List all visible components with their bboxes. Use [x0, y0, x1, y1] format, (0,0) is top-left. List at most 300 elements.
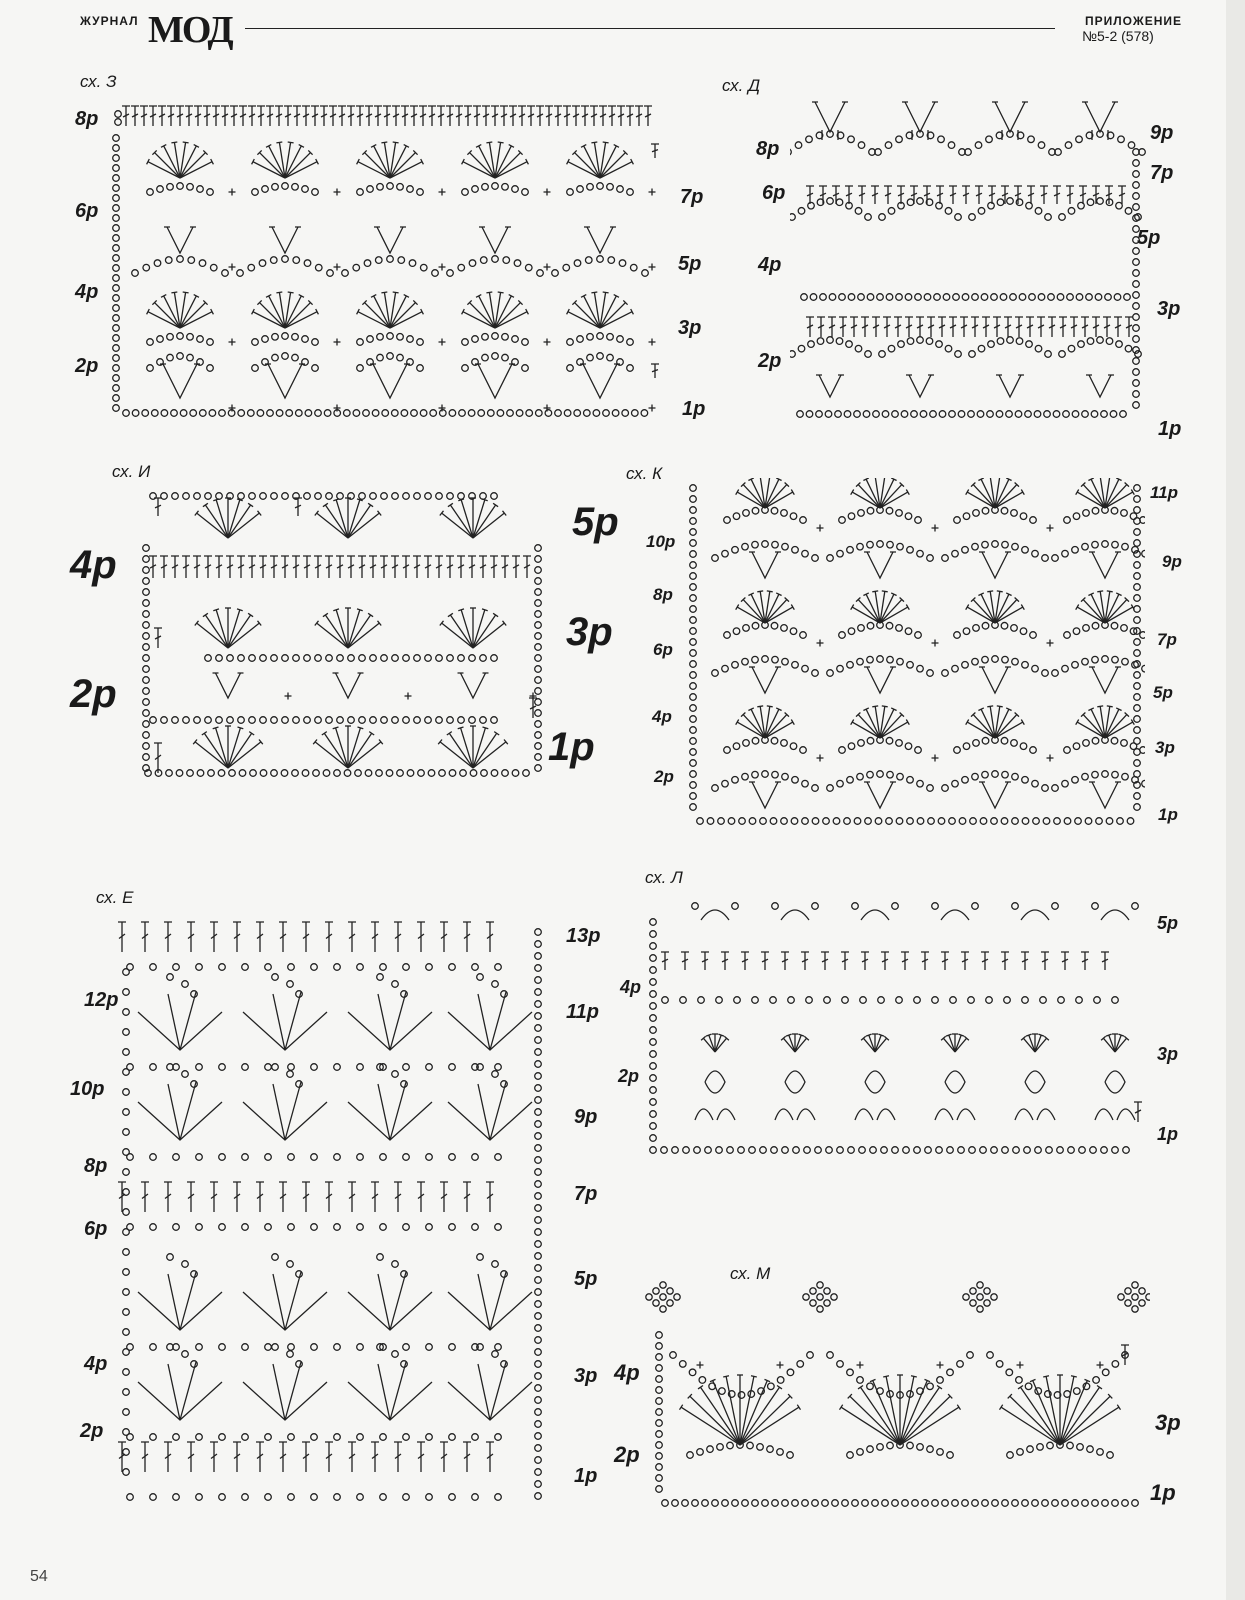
shell-stitch: [855, 1109, 895, 1120]
double-crochet: [149, 556, 157, 578]
double-crochet: [581, 106, 589, 126]
chain-stitch: [249, 717, 256, 724]
fan-stitch: [348, 615, 371, 648]
chain-stitch: [143, 754, 150, 761]
chain-stitch: [886, 294, 893, 301]
chain-stitch: [690, 771, 697, 778]
chain-stitch: [242, 1494, 249, 1501]
chain-stitch: [311, 1064, 318, 1071]
double-crochet: [1026, 317, 1034, 337]
chain-stitch: [781, 510, 788, 517]
chain-stitch: [187, 770, 194, 777]
chain-stitch: [867, 771, 874, 778]
chain-stitch: [196, 1494, 203, 1501]
chain-stitch: [1082, 1500, 1089, 1507]
chain-stitch: [425, 493, 432, 500]
chain-stitch: [1117, 818, 1124, 825]
fan-stitch: [955, 1035, 961, 1052]
chain-stitch: [662, 1500, 669, 1507]
chain-stitch: [272, 1064, 279, 1071]
chain-stitch: [970, 818, 977, 825]
chain-stitch: [143, 611, 150, 618]
v-stitch: [982, 552, 1008, 578]
fan-stitch: [1060, 1396, 1110, 1445]
chain-stitch: [377, 354, 384, 361]
chain-stitch: [535, 1109, 542, 1116]
chain-stitch: [1002, 1500, 1009, 1507]
v-stitch: [752, 667, 778, 693]
double-crochet: [1059, 317, 1067, 337]
chain-stitch: [535, 633, 542, 640]
chain-stitch: [143, 556, 150, 563]
double-crochet: [884, 186, 892, 204]
chain-stitch: [414, 655, 421, 662]
double-crochet: [817, 317, 825, 337]
chain-stitch: [1134, 507, 1141, 514]
chain-stitch: [535, 1181, 542, 1188]
chain-stitch: [495, 1224, 502, 1231]
chain-stitch: [802, 1500, 809, 1507]
fan-stitch-top: [183, 142, 189, 143]
double-crochet: [210, 1442, 218, 1472]
chain-stitch: [177, 333, 184, 340]
fan-stitch: [900, 1396, 950, 1445]
chain-stitch: [800, 632, 807, 639]
double-crochet: [850, 317, 858, 337]
chain-stitch: [312, 189, 319, 196]
chain-stitch: [172, 493, 179, 500]
chain-stitch: [535, 1205, 542, 1212]
chain-stitch: [239, 770, 246, 777]
diagram-m-row-3: 3р: [1155, 1410, 1181, 1435]
double-crochet: [187, 1442, 195, 1472]
double-crochet: [1066, 186, 1074, 204]
chain-stitch: [1125, 345, 1132, 352]
fan-stitch: [348, 500, 360, 538]
chain-stitch: [978, 345, 985, 352]
chain-stitch: [259, 260, 266, 267]
chain-stitch: [938, 818, 945, 825]
chain-stitch: [947, 1369, 954, 1376]
chain-stitch: [839, 747, 846, 754]
cluster-stitch: [448, 992, 532, 1050]
chain-stitch: [293, 717, 300, 724]
chain-stitch: [848, 743, 855, 750]
chain-stitch: [357, 339, 364, 346]
chain-stitch: [953, 294, 960, 301]
chain-stitch: [1090, 1147, 1097, 1154]
chain-stitch: [535, 1217, 542, 1224]
chain-stitch: [817, 1282, 823, 1288]
chain-stitch: [1097, 337, 1104, 344]
chain-stitch: [1016, 338, 1023, 345]
single-crochet: [1047, 640, 1054, 647]
chain-stitch: [492, 183, 499, 190]
chain-stitch: [1112, 541, 1119, 548]
chain-stitch: [1124, 294, 1131, 301]
chain-stitch: [927, 785, 934, 792]
chain-stitch: [945, 208, 952, 215]
chain-stitch: [113, 365, 120, 372]
fan-stitch-top: [276, 142, 282, 143]
chain-stitch: [113, 245, 120, 252]
chain-stitch: [1132, 903, 1139, 910]
chain-stitch: [790, 628, 797, 635]
chain-stitch: [879, 214, 886, 221]
chain-stitch: [969, 214, 976, 221]
chain-stitch: [426, 1154, 433, 1161]
double-crochet: [226, 556, 234, 578]
chain-stitch: [1012, 543, 1019, 550]
chain-stitch: [196, 1344, 203, 1351]
double-crochet: [348, 1182, 356, 1212]
chain-stitch: [1132, 1306, 1138, 1312]
chain-stitch: [932, 903, 939, 910]
chain-stitch: [462, 189, 469, 196]
chain-stitch: [870, 1147, 877, 1154]
chain-stitch: [1072, 546, 1079, 553]
chain-stitch: [653, 1300, 659, 1306]
chain-stitch: [690, 518, 697, 525]
chain-stitch: [555, 410, 562, 417]
chain-stitch: [782, 658, 789, 665]
chain-stitch: [865, 818, 872, 825]
chain-stitch: [1132, 1282, 1138, 1288]
fan-stitch: [348, 742, 381, 768]
double-crochet: [1125, 317, 1133, 337]
chain-stitch: [719, 1388, 726, 1395]
chain-stitch: [535, 1385, 542, 1392]
chain-stitch: [1134, 749, 1141, 756]
chain-stitch: [939, 411, 946, 418]
chain-stitch: [762, 1500, 769, 1507]
chain-stitch: [414, 493, 421, 500]
double-crochet: [164, 1182, 172, 1212]
chain-stitch: [1121, 625, 1128, 632]
double-crochet: [960, 317, 968, 337]
chain-stitch: [992, 1500, 999, 1507]
chain-stitch: [952, 1500, 959, 1507]
chain-stitch: [858, 142, 865, 149]
chain-stitch: [679, 1361, 686, 1368]
fan-stitch: [325, 615, 348, 648]
chain-stitch: [992, 541, 999, 548]
chain-stitch: [607, 334, 614, 341]
fan-stitch-top: [357, 609, 363, 611]
chain-stitch: [690, 507, 697, 514]
chain-stitch: [449, 1154, 456, 1161]
chain-stitch: [302, 336, 309, 343]
chain-stitch: [650, 955, 657, 962]
supplement-label: ПРИЛОЖЕНИЕ: [1085, 14, 1182, 28]
chain-stitch: [1064, 747, 1071, 754]
cluster-stitch: [138, 992, 222, 1050]
chain-stitch: [1078, 341, 1085, 348]
chain-stitch: [1132, 1294, 1138, 1300]
fan-stitch: [715, 1038, 727, 1052]
chain-stitch: [1001, 737, 1008, 744]
chain-stitch: [690, 485, 697, 492]
chain-stitch: [398, 257, 405, 264]
chain-stitch: [1073, 1388, 1080, 1395]
chain-stitch: [248, 264, 255, 271]
chain-stitch: [1118, 136, 1125, 143]
chain-stitch: [302, 186, 309, 193]
chain-stitch: [392, 1351, 399, 1358]
chain-stitch: [386, 770, 393, 777]
chain-stitch: [495, 1344, 502, 1351]
chain-stitch: [650, 1015, 657, 1022]
chain-stitch: [182, 1071, 189, 1078]
chain-stitch: [886, 737, 893, 744]
double-crochet: [212, 106, 220, 126]
chain-stitch: [1112, 656, 1119, 663]
chain-stitch: [535, 655, 542, 662]
chain-stitch: [1134, 529, 1141, 536]
chain-stitch: [478, 410, 485, 417]
chain-stitch: [997, 338, 1004, 345]
double-crochet: [194, 106, 202, 126]
double-crochet: [1101, 952, 1109, 970]
chain-stitch: [630, 264, 637, 271]
diagram-l-row-5: 5р: [1157, 913, 1179, 933]
chain-stitch: [854, 411, 861, 418]
chain-stitch: [132, 410, 139, 417]
diagram-m-row-2: 2р: [614, 1442, 640, 1467]
chain-stitch: [879, 351, 886, 358]
chain-stitch: [672, 1500, 679, 1507]
chain-stitch: [127, 964, 134, 971]
diagram-e-row-2: 2р: [80, 1420, 104, 1442]
chain-stitch: [190, 410, 197, 417]
chain-stitch: [977, 411, 984, 418]
chain-stitch: [143, 622, 150, 629]
chain-stitch: [207, 365, 214, 372]
chain-stitch: [882, 411, 889, 418]
fan-stitch: [1010, 1396, 1060, 1445]
chain-stitch: [535, 1241, 542, 1248]
chain-stitch: [113, 375, 120, 382]
diagram-e-row-9: 9р: [574, 1106, 598, 1128]
diagram-k-row-11: 11р: [1150, 483, 1179, 502]
chain-stitch: [191, 1271, 198, 1278]
chain-stitch: [196, 1154, 203, 1161]
chain-stitch: [1073, 513, 1080, 520]
chain-stitch: [535, 1037, 542, 1044]
chain-stitch: [885, 142, 892, 149]
cluster-stitch: [448, 1362, 532, 1420]
chain-stitch: [425, 717, 432, 724]
chain-stitch: [858, 294, 865, 301]
chain-stitch: [495, 964, 502, 971]
v-stitch: [216, 673, 241, 698]
chain-stitch: [462, 365, 469, 372]
chain-stitch: [1142, 550, 1145, 557]
chain-stitch: [113, 275, 120, 282]
single-crochet: [932, 525, 939, 532]
chain-stitch: [1112, 771, 1119, 778]
magazine-label: ЖУРНАЛ: [80, 14, 139, 28]
chain-stitch: [337, 493, 344, 500]
chain-stitch: [877, 294, 884, 301]
chain-stitch: [907, 776, 914, 783]
fan-stitch: [873, 1381, 900, 1446]
chain-stitch: [113, 215, 120, 222]
chain-stitch: [1087, 199, 1094, 206]
chain-stitch: [888, 208, 895, 215]
chain-stitch: [781, 740, 788, 747]
chain-stitch: [771, 1147, 778, 1154]
double-crochet: [440, 1442, 448, 1472]
double-crochet: [881, 952, 889, 970]
double-crochet: [527, 106, 535, 126]
diagram-d-row-2: 2р: [758, 350, 782, 372]
chain-stitch: [458, 493, 465, 500]
double-crochet: [661, 952, 669, 970]
chain-stitch: [249, 655, 256, 662]
chain-stitch: [123, 1469, 130, 1476]
chain-stitch: [752, 1500, 759, 1507]
shell-stitch: [1015, 1109, 1055, 1120]
chain-stitch: [650, 967, 657, 974]
chain-stitch: [667, 1300, 673, 1306]
chain-stitch: [724, 632, 731, 639]
double-crochet: [981, 952, 989, 970]
chain-stitch: [835, 411, 842, 418]
chain-stitch: [831, 1294, 837, 1300]
chain-stitch: [1067, 1442, 1074, 1449]
chain-stitch: [1111, 737, 1118, 744]
chain-stitch: [262, 336, 269, 343]
v-stitch: [1092, 552, 1118, 578]
double-crochet: [821, 952, 829, 970]
chain-stitch: [892, 903, 899, 910]
chain-stitch: [738, 1392, 745, 1399]
chain-stitch: [1068, 1147, 1075, 1154]
chain-stitch: [887, 1442, 894, 1449]
fan-stitch-top: [203, 503, 208, 506]
fan-stitch-top: [249, 732, 254, 735]
chain-stitch: [915, 632, 922, 639]
fan-stitch-top: [486, 292, 492, 293]
chain-stitch: [182, 1261, 189, 1268]
fan-stitch: [348, 513, 379, 538]
chain-stitch: [898, 341, 905, 348]
chain-stitch: [249, 493, 256, 500]
diagram-d-row-1: 1р: [1158, 418, 1182, 440]
chain-stitch: [488, 410, 495, 417]
chain-stitch: [718, 818, 725, 825]
double-crochet: [237, 556, 245, 578]
v-stitch: [461, 673, 486, 698]
double-crochet: [302, 1442, 310, 1472]
chain-stitch: [296, 1081, 303, 1088]
diagram-i-row-5: 5р: [572, 500, 619, 544]
double-crochet: [486, 1442, 494, 1472]
chain-stitch: [722, 780, 729, 787]
chain-stitch: [1092, 656, 1099, 663]
diagram-d-row-4: 4р: [758, 254, 782, 276]
chain-stitch: [760, 1147, 767, 1154]
chain-stitch: [372, 410, 379, 417]
chain-stitch: [502, 354, 509, 361]
chain-stitch: [732, 1500, 739, 1507]
single-crochet: [937, 1362, 944, 1369]
chain-stitch: [782, 1147, 789, 1154]
chain-stitch: [537, 270, 544, 277]
chain-stitch: [617, 186, 624, 193]
chain-stitch: [123, 1329, 130, 1336]
chain-stitch: [1065, 142, 1072, 149]
double-crochet: [828, 317, 836, 337]
chain-stitch: [1102, 656, 1109, 663]
chain-stitch: [1114, 294, 1121, 301]
fan-stitch: [955, 1038, 967, 1052]
single-crochet: [334, 264, 341, 271]
chain-stitch: [896, 740, 903, 747]
double-crochet: [806, 186, 814, 204]
chain-stitch: [197, 336, 204, 343]
chain-stitch: [641, 410, 648, 417]
chain-stitch: [717, 1444, 724, 1451]
chain-stitch: [480, 493, 487, 500]
chain-stitch: [326, 655, 333, 662]
diamond-stitch: [1105, 1071, 1125, 1093]
double-crochet: [982, 317, 990, 337]
chain-stitch: [962, 294, 969, 301]
chain-stitch: [650, 931, 657, 938]
chain-stitch: [1029, 294, 1036, 301]
chain-stitch: [143, 677, 150, 684]
fan-stitch: [450, 505, 473, 538]
fan-stitch: [228, 742, 261, 768]
double-crochet: [325, 556, 333, 578]
v-stitch: [867, 667, 893, 693]
diagram-l-row-1: 1р: [1157, 1124, 1179, 1144]
chain-stitch: [1038, 142, 1045, 149]
double-crochet: [428, 106, 436, 126]
v-stitch: [1092, 667, 1118, 693]
double-crochet: [590, 106, 598, 126]
chain-stitch: [742, 1500, 749, 1507]
chain-stitch: [1146, 1294, 1150, 1300]
chain-stitch: [191, 991, 198, 998]
chain-stitch: [915, 517, 922, 524]
diagram-k-row-4: 4р: [652, 707, 672, 726]
chain-stitch: [1042, 1500, 1049, 1507]
fan-stitch: [473, 610, 485, 648]
chain-stitch: [738, 1147, 745, 1154]
chain-stitch: [1139, 1300, 1145, 1306]
fan-stitch-top: [603, 142, 609, 143]
fan-stitch-top: [1071, 1376, 1077, 1377]
chain-stitch: [968, 997, 975, 1004]
chain-stitch: [802, 818, 809, 825]
chain-stitch: [812, 903, 819, 910]
chain-stitch: [472, 1434, 479, 1441]
double-crochet: [325, 922, 333, 952]
chain-stitch: [287, 1351, 294, 1358]
chain-stitch: [914, 1147, 921, 1154]
double-crochet: [371, 922, 379, 952]
chain-stitch: [826, 1147, 833, 1154]
chain-stitch: [1073, 628, 1080, 635]
chain-stitch: [878, 997, 885, 1004]
chain-stitch: [1045, 214, 1052, 221]
chain-stitch: [973, 510, 980, 517]
chain-stitch: [802, 550, 809, 557]
chain-stitch: [397, 334, 404, 341]
